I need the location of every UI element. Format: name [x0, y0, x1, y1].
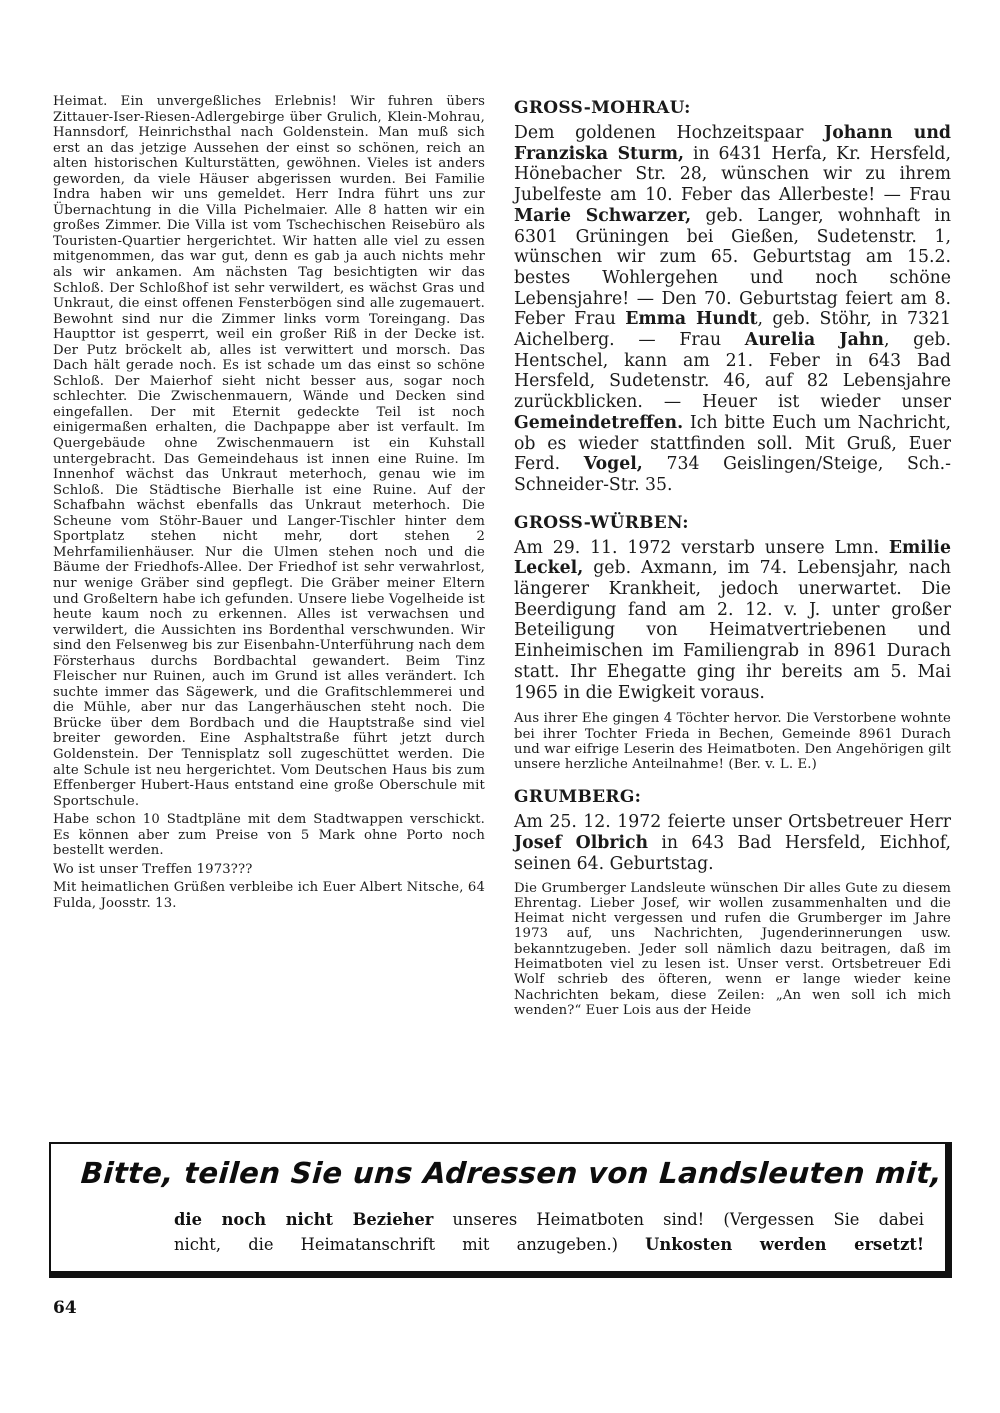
bold-text: Unkosten werden ersetzt! [645, 1235, 924, 1254]
bold-text: die noch nicht Bezieher [174, 1210, 434, 1229]
notice-body [174, 1207, 924, 1257]
bold-name: Marie Schwarzer, [514, 205, 692, 226]
text-run: Am 25. 12. 1972 feierte unser Ortsbetreuer Herr [514, 812, 951, 833]
section-note: Die Grumberger Landsleute wünschen Dir alles Gute zu diesem Ehrentag. Lieber Josef, wir wollen zusammenhalten und die Heimat nicht vergessen und rufen die Grumberger im Jahre 1973 auf, uns Nachrichten, Jugenderinnerungen usw. bekanntzugeben. Jeder soll nämlich dazu beitragen, daß im Heimatboten viel zu lesen ist. Unser verst. Ortsbetreuer Edi Wolf schrieb des öfteren, wenn er lange wieder keine Nachrichten bekam, diese Zeilen: „An wen soll ich mich wenden?“ Euer Lois aus der Heide [514, 880, 951, 1018]
address-request-notice [49, 1142, 952, 1278]
text-run: , geb. Stöhr, in 7321 Aichelberg. — Frau [514, 309, 952, 351]
section-heading: GROSS-WÜRBEN: [514, 512, 689, 533]
text-run: 734 Geislingen/Steige, Sch.-Schneider-Str. 35. [514, 454, 951, 495]
section-heading: GRUMBERG: [514, 787, 642, 808]
left-column-article [53, 94, 485, 914]
text-run: in 6431 Herfa, Kr. Hersfeld, Hönebacher Str. 28, wünschen wir zu ihrem Jubelfeste am 10. Feber das Allerbeste! — Frau [514, 143, 951, 206]
text-run: unseres Heimatboten sind! (Vergessen Sie dabei [433, 1210, 924, 1229]
bold-name: Aurelia Jahn [744, 330, 884, 351]
notice-line-1 [174, 1207, 924, 1232]
text-run: geb. Axmann, im 74. Lebensjahr, nach längerer Krankheit, jedoch unerwartet. Die Beerdigung fand am 2. 12. v. J. unter großer Beteiligung von Heimatvertriebenen und Einheimischen im Familiengrab in 8961 Durach statt. Ihr Ehegatte ging ihr bereits am 5. Mai 1965 in die Ewigkeit voraus. [514, 558, 951, 703]
section-grumberg [514, 786, 951, 1018]
text-run: Ich bitte Euch um Nachricht, ob es wieder stattfinden soll. Mit Gruß, Euer Ferd. [514, 412, 951, 475]
article-paragraph: Wo ist unser Treffen 1973??? [53, 861, 253, 877]
text-run: in 643 Bad Hersfeld, Eichhof, seinen 64. Geburtstag. [514, 833, 951, 874]
section-heading: GROSS-MOHRAU: [514, 98, 691, 118]
text-run: Am 29. 11. 1972 verstarb unsere Lmn. [514, 537, 889, 558]
bold-name: Emilie Leckel, [514, 537, 951, 579]
article-paragraph: Heimat. Ein unvergeßliches Erlebnis! Wir fuhren übers Zittauer-Iser-Riesen-Adlergebirge über Grulich, Klein-Mohrau, Hannsdorf, Heinrichsthal nach Goldenstein. Man muß sich erst an das jetzige Aussehen der einst so schönen, reich an alten historischen Kulturstätten, gewöhnen. Vieles ist anders geworden, da viele Häuser abgerissen wurden. Bei Familie Indra haben wir uns gemeldet. Herr Indra führt uns zur Übernachtung in die Villa Pichelmaier. Alle 8 hatten wir ein großes Zimmer. Die Villa ist vom Tschechischen Reisebüro als Touristen-Quartier hergerichtet. Wir hatten alle viel zu essen mitgenommen, das war gut, denn es gab ja auch nichts mehr als wir ankamen. Am nächsten Tag besichtigten wir das Schloß. Der Schloßhof ist sehr verwildert, es wächst Gras und Unkraut, die einst offenen Fensterbögen sind alle zugemauert. Bewohnt sind nur die Zimmer links vorm Toreingang. Das Haupttor ist gesperrt, weil ein großer Riß in der Decke ist. Der Putz bröckelt ab, alles ist verwittert und morsch. Das Dach hält gerade noch. Es ist schade um das einst so schöne Schloß. Der Maierhof sieht nicht besser aus, sogar noch schlechter. Die Zwischenmauern, Wände und Decken sind eingefallen. Der mit Eternit gedeckte Teil ist noch einigermaßen erhalten, die Dachpappe aber ist verfault. Im Quergebäude ohne Zwischenmauern ist ein Kuhstall untergebracht. Das Gemeindehaus ist innen eine Ruine. Im Innenhof wächst das Unkraut meterhoch, genau wie im Schloß. Die Städtische Bierhalle ist eine Ruine. Auf der Schafbahn wächst ebenfalls das Unkraut meterhoch. Die Scheune vom Stöhr-Bauer und Langer-Tischler hinter dem Sportplatz stehen nicht mehr, dort stehen 2 Mehrfamilienhäuser. Nur die Ulmen stehen noch und die Bäume der Friedhofs-Allee. Der Friedhof ist sehr verwahrlost, nur wenige Gräber sind gepflegt. Die Gräber meiner Eltern und Großeltern habe ich gefunden. Unsere liebe Vogelheide ist heute kaum noch zu erkennen. Alles ist verwachsen und verwildert, die Aussichten ins Bordenthal verschwunden. Wir sind den Felsenweg bis zur Eisenbahn-Unterführung nach dem Försterhaus durchs Bordbachtal gewandert. Beim Tinz Fleischer nur Ruinen, auch im Grund ist alles verändert. Ich suchte immer das Sägewerk, und die Grafitschlemmerei und die Mühle, aber nur das Langerhäuschen steht noch. Die Brücke über dem Bordbach und die Hauptstraße sind viel breiter geworden. Eine Asphaltstraße führt jetzt durch Goldenstein. Der Tennisplatz soll zugeschüttet werden. Die alte Schule ist neu hergerichtet. Vom Deutschen Haus bis zum Effenberger Hubert-Haus entstand eine große Oberschule mit Sportschule. [53, 94, 485, 809]
section-note: Aus ihrer Ehe gingen 4 Töchter hervor. Die Verstorbene wohnte bei ihrer Tochter Frieda in Bechen, Gemeinde 8961 Durach und war eifrige Leserin des Heimatboten. Den Angehörigen gilt unsere herzliche Anteilnahme! (Ber. v. L. E.) [514, 711, 951, 773]
section-body [514, 123, 951, 496]
bold-term: Gemeindetreffen. [514, 412, 684, 433]
text-run: , geb. Hentschel, kann am 21. Feber in 643 Bad Hersfeld, Sudetenstr. 46, auf 82 Lebensjahre zurückblicken. — Heuer ist wieder unser [514, 330, 951, 413]
bold-name: Vogel, [583, 454, 643, 475]
section-gross-mohrau [514, 97, 951, 496]
notice-line-2 [174, 1232, 924, 1257]
right-column-local-news [514, 97, 951, 1032]
section-body [514, 812, 951, 874]
notice-title: Bitte, teilen Sie uns Adressen von Landsleuten mit, [79, 1156, 944, 1190]
page-number: 64 [53, 1298, 77, 1318]
article-signature: Mit heimatlichen Grüßen verbleibe ich Euer Albert Nitsche, 64 Fulda, Joosstr. 13. [53, 880, 485, 911]
section-gross-wuerben [514, 512, 951, 773]
bold-name: Johann und Franziska Sturm, [514, 123, 951, 164]
section-body [514, 538, 951, 704]
article-paragraph: Habe schon 10 Stadtpläne mit dem Stadtwappen verschickt. Es können aber zum Preise von 5 Mark ohne Porto noch bestellt werden. [53, 812, 485, 859]
text-run: nicht, die Heimatanschrift mit anzugeben.) [174, 1235, 646, 1254]
text-run: geb. Langer, wohnhaft in 6301 Grüningen bei Gießen, Sudetenstr. 1, wünschen wir zum 65. Geburtstag am 15.2. bestes Wohlergehen und noch schöne Lebensjahre! — Den 70. Geburtstag feiert am 8. Feber Frau [514, 205, 951, 330]
bold-name: Emma Hundt [625, 309, 758, 330]
bold-name: Josef Olbrich [514, 833, 649, 854]
text-run: Dem goldenen Hochzeitspaar [514, 123, 825, 143]
